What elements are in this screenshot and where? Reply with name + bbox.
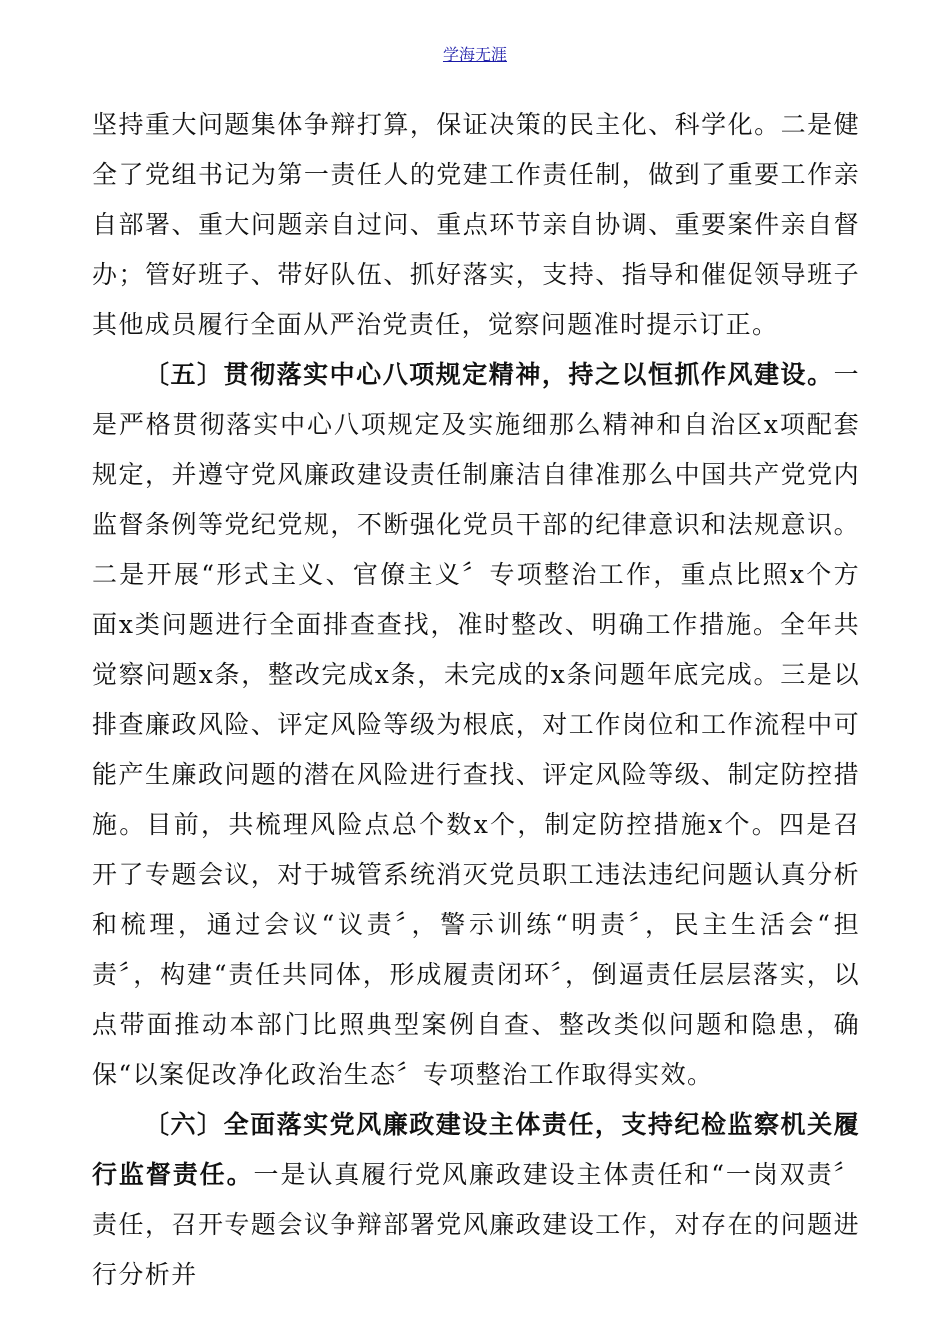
document-body	[92, 100, 860, 1300]
section-five-text: 一是严格贯彻落实中心八项规定及实施细那么精神和自治区x项配套规定，并遵守党风廉政建设责任制廉洁自律准那么中国共产党党内监督条例等党纪党规，不断强化党员干部的纪律意识和法规意识。二是开展“形式主义、官僚主义〞专项整治工作，重点比照x个方面x类问题进行全面排查查找，准时整改、明确工作措施。全年共觉察问题x条，整改完成x条，未完成的x条问题年底完成。三是以排查廉政风险、评定风险等级为根底，对工作岗位和工作流程中可能产生廉政问题的潜在风险进行查找、评定风险等级、制定防控措施。目前，共梳理风险点总个数x个，制定防控措施x个。四是召开了专题会议，对于城管系统消灭党员职工违法违纪问题认真分析和梳理，通过会议“议责〞，警示训练“明责〞，民主生活会“担责〞，构建“责任共同体，形成履责闭环〞，倒逼责任层层落实，以点带面推动本部门比照典型案例自查、整改类似问题和隐患，确保“以案促改净化政治生态〞专项整治工作取得实效。	[92, 360, 860, 1089]
paragraph-section-six	[92, 1100, 860, 1300]
section-five-heading: 〔五〕贯彻落实中心八项规定精神，持之以恒抓作风建设。	[144, 360, 834, 389]
header-title[interactable]: 学海无涯	[442, 45, 507, 64]
section-six-heading: 〔六〕全面落实党风廉政建设主体责任，支持纪检监察机关履行监督责任。	[92, 1110, 860, 1189]
paragraph-continuation	[92, 100, 860, 350]
paragraph-text: 坚持重大问题集体争辩打算，保证决策的民主化、科学化。二是健全了党组书记为第一责任人的党建工作责任制，做到了重要工作亲自部署、重大问题亲自过问、重点环节亲自协调、重要案件亲自督办；管好班子、带好队伍、抓好落实，支持、指导和催促领导班子其他成员履行全面从严治党责任，觉察问题准时提示订正。	[92, 110, 860, 339]
section-six-text: 一是认真履行党风廉政建设主体责任和“一岗双责〞责任，召开专题会议争辩部署党风廉政建设工作，对存在的问题进行分析并	[92, 1160, 860, 1289]
page-header	[0, 42, 950, 65]
paragraph-section-five	[92, 350, 860, 1100]
